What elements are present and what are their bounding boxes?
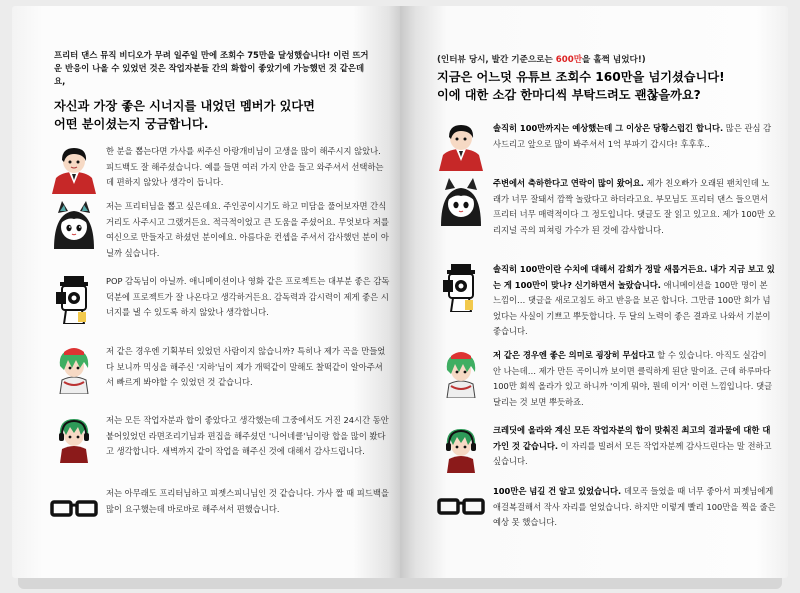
answer-rest: 많은 관심 감사드리고 앞으로 많이 봐주셔서 1억 부파기 갑시다! 후후후.. [493,123,772,149]
right-question-line1: 지금은 어느덧 유튜브 조회수 160만을 넘기셨습니다! [437,70,725,84]
answer-text: POP 감독님이 아닐까. 애니메이션이나 영화 같은 프로젝트는 대부분 좋은 감독 덕분에 프로젝트가 잘 나온다고 생각하거든요. 감독력과 감시력이 제게 좋은 시너지를 낼 수 있도록 하지 않았나 생각합니다. [106,276,390,318]
red-suit-character-icon [50,144,98,194]
note-prefix: (인터뷰 당시, 발간 기준으로는 [437,55,556,65]
answer-text: 한 분을 뽑는다면 가사를 써주신 아랑개비님이 고생을 많이 해주시지 않았나. 피드백도 잘 해주셨습니다. 예를 들면 여러 가지 안을 들고 와주셔서 선택하는 데 편하지 않았나 생각이 듭니다. [106,146,384,188]
right-question-line2: 이에 대한 소감 한마디씩 부탁드려도 괜찮을까요? [437,88,701,102]
right-question [437,68,777,104]
left-page [12,6,400,578]
left-intro-text: 프리터 댄스 뮤직 비디오가 무려 일주일 만에 조회수 75만을 달성했습니다! 이런 뜨거운 반응이 나올 수 있었던 것은 작업자분들 간의 화합이 좋았기에 가능했던 것 같은데요, [54,50,369,86]
open-book [12,6,788,585]
answer-bold: 솔직히 100만이란 수치에 대해서 감회가 정말 새롭거든요. 내가 지금 보고 있는 게 100만이 맞나? 신기하면서 놀랐습니다. [493,264,775,290]
cat-ear-girl-icon [50,199,98,249]
answer-rest: 할 수 있습니다. 아직도 실감이 안 나는데… 제가 만든 곡이니까 보이면 클릭하게 된단 말이죠. 근데 하루마다 100만 회씩 올라가 있고 하니까 '이게 뭐야, 뭔데 이거' 이런 느낌입니다. 댓글 달리는 것 보면 뿌듯하죠. [493,350,773,407]
answer-text: 저 같은 경우엔 기획부터 있었던 사람이지 않습니까? 특히나 제가 곡을 만들었다 보니까 믹싱을 해주신 '지하'님이 제가 개떡같이 말해도 찰떡같이 알아주셔서 빠르게 봐야할 수 있었던 것 같습니다. [106,346,386,388]
answer-bold: 크레딧에 올라와 계신 모든 작업자분의 합이 맞춰진 최고의 결과물에 대한 대가인 것 같습니다. [493,425,771,451]
answer-text [493,484,777,531]
answer-text: 저는 아무래도 프리터님하고 피젯스피니님인 것 같습니다. 가사 짤 때 피드백을 많이 요구했는데 바로바로 해주셔서 편했습니다. [106,488,389,514]
right-note [437,53,757,65]
red-suit-character-icon [437,121,485,171]
right-page [400,6,788,578]
answer-bold: 주변에서 축하한다고 연락이 많이 왔어요. [493,178,644,188]
glasses-icon [50,486,98,536]
answer-text [493,121,777,152]
green-hair-character-icon [50,344,98,394]
answer-rest: 제가 친오빠가 오래된 팬치인데 노래가 너무 잘돼서 깜짝 놀랐다고 하더라고요. 부모님도 프리터 댄스 들으면서 프리터 너무 매력적이다 그 정도입니다. 댓글도 잘 읽고 있고요. 제가 100만 오리지널 곡의 피쳐링 가수가 된 것에 감사합니다. [493,178,776,235]
answer-bold: 솔직히 100만까지는 예상했는데 그 이상은 당황스럽긴 합니다. [493,123,724,133]
headset-character-icon [437,423,485,473]
camera-head-character-icon [437,262,485,312]
cat-ear-girl-icon [437,176,485,226]
glasses-icon [437,484,485,534]
answer-text: 저는 모든 작업자분과 합이 좋았다고 생각했는데 그중에서도 거진 24시간 동안 붙어있었던 라면조리기님과 편집을 해주셨던 '니어네클'님이랑 합을 많이 봤다고 생각합니다. 새벽까지 같이 작업을 해주신 것에 대해서 감사드립니다. [106,415,389,457]
left-question-line1: 자신과 가장 좋은 시너지를 내었던 멤버가 있다면 [54,99,315,113]
left-question [54,97,384,133]
answer-text [493,176,777,238]
answer-rest: 데모곡 들었을 때 너무 좋아서 피젯님에게 애걸복걸해서 작사 자리를 얻었습니다. 하지만 이렇게 빨리 100만을 찍을 줄은 예상 못 했습니다. [493,486,776,528]
camera-head-character-icon [50,274,98,324]
answer-rest: 애니메이션을 100만 명이 본 느낌이… 댓글을 새로고침도 하고 반응을 보곤 합니다. 그만큼 100만 회가 넘었다는 사실이 기쁘고 뿌듯합니다. 두 달의 노력이 좋은 결과로 나와서 기분이 좋습니다. [493,279,771,337]
answer-rest: 이 자리를 빌려서 모든 작업자분께 감사드린다는 말 전하고 싶습니다. [493,440,772,467]
answer-text [493,423,777,470]
book-edge [18,577,782,589]
answer-text: 저는 프리터님을 뽑고 싶은데요. 주인공이시기도 하고 미담을 풀어보자면 간식거리도 사주시고 그랬거든요. 적극적이었고 큰 도움을 주셨어요. 무엇보다 저를 여신으로 만들자고 하셨던 분이에요. 아름다운 컨셉을 주셔서 감사했던 분이 아닐까 싶습니다. [106,201,389,258]
answer-text [493,262,777,340]
left-question-line2: 어떤 분이셨는지 궁금합니다. [54,117,209,131]
answer-bold: 저 같은 경우엔 좋은 의미로 굉장히 무섭다고 [493,350,655,360]
headset-character-icon [50,413,98,463]
note-highlight: 600만 [555,55,583,65]
note-suffix: 을 훌쩍 넘었다!) [582,55,646,65]
answer-text [493,348,777,410]
answer-bold: 100만은 넘길 건 알고 있었습니다. [493,486,622,496]
green-hair-character-icon [437,348,485,398]
